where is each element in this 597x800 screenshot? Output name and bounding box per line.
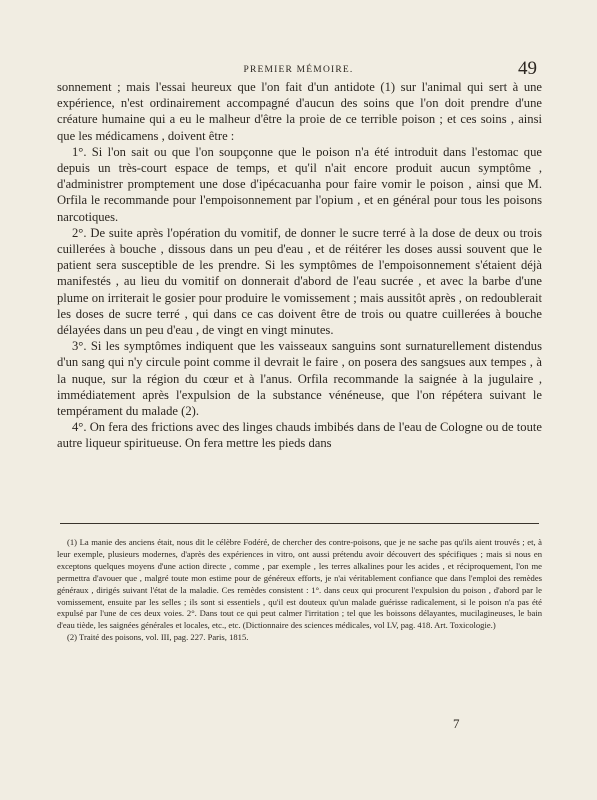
paragraph-item-3: 3°. Si les symptômes indiquent que les vaisseaux sanguins sont surnaturellement distendus d'un sang qui n'y circule point comme il devrait le faire , on posera des sangsues aux tempes , à la nuque, sur la région du cœur et à l'anus. Orfila recommande la saignée à la jugulaire , immédiatement après l'expulsion de la substance vénéneuse, que l'on répétera suivant le tempérament du malade (2).	[57, 339, 542, 419]
footnotes	[57, 537, 542, 644]
page-number: 49	[518, 58, 537, 79]
paragraph-item-2: 2°. De suite après l'opération du vomitif, de donner le sucre terré à la dose de deux ou trois cuillerées à bouche , dissous dans un peu d'eau , et de réitérer les doses aussi souvent que le patient sera susceptible de les prendre. Si les symptômes de l'empoisonnement s'étaient déjà manifestés , au lieu du vomitif on donnerait d'abord de l'eau sucrée , et avec la barbe d'une plume on irriterait le gosier pour produire le vomissement ; mais aussitôt après , on redoublerait les doses de sucre terré , qui dans ce cas doivent être de trois ou quatre cuillerées à bouche délayées dans un peu d'eau , de vingt en vingt minutes.	[57, 225, 542, 338]
paragraph-item-1: 1°. Si l'on sait ou que l'on soupçonne que le poison n'a été introduit dans l'estomac que depuis un très-court espace de temps, et qu'il n'ait encore produit aucun symptôme , d'administrer promptement une dose d'ipécacuanha pour faire vomir le poison , ainsi que M. Orfila le recommande pour l'empoisonnement par l'opium , et en général pour tous les poisons narcotiques.	[57, 144, 542, 224]
footnote-2: (2) Traité des poisons, vol. III, pag. 227. Paris, 1815.	[67, 632, 249, 643]
page-header	[0, 60, 597, 80]
paragraph-item-4: 4°. On fera des frictions avec des linges chauds imbibés dans de l'eau de Cologne ou de toute autre liqueur spiritueuse. On fera mettre les pieds dans	[57, 420, 542, 451]
body-text	[57, 79, 542, 452]
signature-mark: 7	[453, 716, 460, 731]
running-head: PREMIER MÉMOIRE.	[243, 65, 354, 75]
footnote-1: (1) La manie des anciens était, nous dit le célèbre Fodéré, de chercher des contre-poisons, que je ne sache pas qu'ils aient trouvés ; et, à leur exemple, plusieurs modernes, d'après des expériences in vitro, ont aussi prétendu avoir découvert des spécifiques ; mais si nous en exceptons quelques moyens d'une action directe , comme , par exemple , les terres alkalines pour les acides , et réciproquement, l'on me permettra d'avouer que , malgré toute mon estime pour de généreux efforts, je n'ai véritablement confiance que dans l'emploi des remèdes généraux , dirigés suivant l'état de la maladie. Ces remèdes consistent : 1°. dans ceux qui procurent l'expulsion du poison , d'abord par le vomissement, ensuite par les selles ; ils sont si essentiels , qu'il est douteux qu'un malade guérisse radicalement, si le poison n'a pas été expulsé par l'une de ces deux voies. 2°. Dans tout ce qui peut calmer l'irritation ; tel que les boissons délayantes, mucilagineuses, le bain d'eau tiède, les saignées générales et locales, etc., etc. (Dictionnaire des sciences médicales, vol LV, pag. 418. Art. Toxicologie.)	[57, 537, 542, 631]
footnote-divider	[60, 523, 539, 524]
paragraph-continuation: sonnement ; mais l'essai heureux que l'on fait d'un antidote (1) sur l'animal qui sert à une expérience, n'est ordinairement accompagné d'aucun des soins que l'on doit prendre d'une créature humaine qui a eu le malheur d'être la proie de ce terrible poison ; et ces soins , ainsi que les médicamens , doivent être :	[57, 80, 542, 143]
